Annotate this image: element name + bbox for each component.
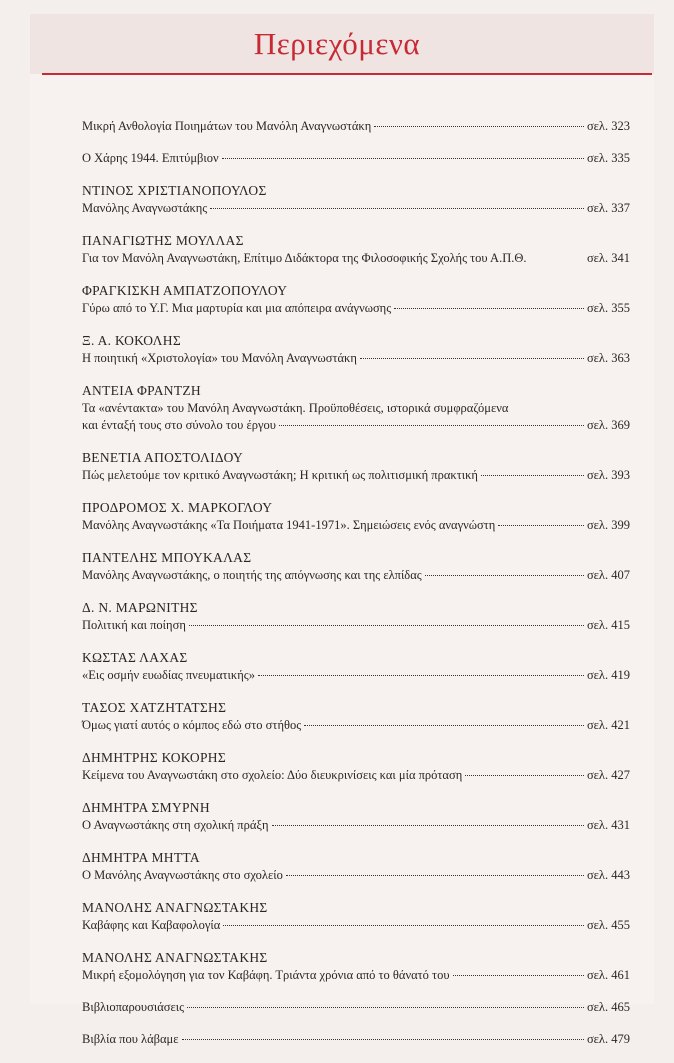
toc-title: Η ποιητική «Χριστολογία» του Μανόλη Αναγνωστάκη xyxy=(82,351,357,365)
page-number: σελ. 341 xyxy=(586,251,630,265)
toc-title: Καβάφης και Καβαφολογία xyxy=(82,918,221,932)
dot-leader xyxy=(279,425,584,426)
page-number: σελ. 323 xyxy=(586,119,630,133)
toc-entry xyxy=(82,749,630,784)
toc-entry xyxy=(82,849,630,884)
toc-entry xyxy=(82,699,630,734)
dot-leader xyxy=(453,975,584,976)
toc-entry xyxy=(82,182,630,217)
page-number: σελ. 369 xyxy=(586,418,630,432)
toc-line xyxy=(82,567,630,584)
toc-line xyxy=(82,350,630,367)
toc-entry xyxy=(82,949,630,984)
toc-title: Όμως γιατί αυτός ο κόμπος εδώ στο στήθος xyxy=(82,718,302,732)
toc-title: Μικρή εξομολόγηση για τον Καβάφη. Τριάντα χρόνια από το θάνατό του xyxy=(82,968,450,982)
toc-line xyxy=(82,200,630,217)
dot-leader xyxy=(481,475,584,476)
toc-entry xyxy=(82,499,630,534)
toc-title: Τα «ανέντακτα» του Μανόλη Αναγνωστάκη. Προϋποθέσεις, ιστορικά συμφραζόμενα xyxy=(82,401,509,415)
toc-author: ΝΤΙΝΟΣ ΧΡΙΣΤΙΑΝΟΠΟΥΛΟΣ xyxy=(82,183,267,198)
toc-entry xyxy=(82,1031,630,1048)
dot-leader xyxy=(498,525,584,526)
dot-leader xyxy=(187,1007,584,1008)
toc-line xyxy=(82,517,630,534)
toc-title: Μικρή Ανθολογία Ποιημάτων του Μανόλη Αναγνωστάκη xyxy=(82,119,372,133)
toc-title: Ο Μανόλης Αναγνωστάκης στο σχολείο xyxy=(82,868,283,882)
toc-author: Ξ. Α. ΚΟΚΟΛΗΣ xyxy=(82,333,181,348)
toc-line xyxy=(82,667,630,684)
toc-title: Μανόλης Αναγνωστάκης, ο ποιητής της απόγνωσης και της ελπίδας xyxy=(82,568,422,582)
page-number: σελ. 443 xyxy=(586,868,630,882)
toc-title: Πώς μελετούμε τον κριτικό Αναγνωστάκη; Η κριτική ως πολιτισμική πρακτική xyxy=(82,468,478,482)
page-number: σελ. 479 xyxy=(586,1032,630,1046)
toc-author: ΑΝΤΕΙΑ ΦΡΑΝΤΖΗ xyxy=(82,383,201,398)
toc-author: Δ. Ν. ΜΑΡΩΝΙΤΗΣ xyxy=(82,600,198,615)
dot-leader xyxy=(223,925,584,926)
toc-line xyxy=(82,300,630,317)
toc-line xyxy=(82,417,630,434)
toc-title: Ο Αναγνωστάκης στη σχολική πράξη xyxy=(82,818,269,832)
toc-line xyxy=(82,467,630,484)
toc-line xyxy=(82,250,630,267)
toc-author: ΜΑΝΟΛΗΣ ΑΝΑΓΝΩΣΤΑΚΗΣ xyxy=(82,900,268,915)
toc-title: «Εις οσμήν ευωδίας πνευματικής» xyxy=(82,668,255,682)
table-of-contents xyxy=(82,118,630,1063)
toc-title: Βιβλία που λάβαμε xyxy=(82,1032,179,1046)
toc-entry xyxy=(82,999,630,1016)
toc-line xyxy=(82,1031,630,1048)
page-number: σελ. 455 xyxy=(586,918,630,932)
toc-author: ΦΡΑΓΚΙΣΚΗ ΑΜΠΑΤΖΟΠΟΥΛΟΥ xyxy=(82,283,288,298)
toc-line xyxy=(82,867,630,884)
toc-entry xyxy=(82,150,630,167)
page-number: σελ. 431 xyxy=(586,818,630,832)
toc-line xyxy=(82,617,630,634)
dot-leader xyxy=(189,625,584,626)
toc-entry xyxy=(82,449,630,484)
page-number: σελ. 399 xyxy=(586,518,630,532)
toc-title: και ένταξή τους στο σύνολο του έργου xyxy=(82,418,276,432)
page-title: Περιεχόμενα xyxy=(253,26,421,61)
title-rule xyxy=(42,73,652,75)
dot-leader xyxy=(425,575,584,576)
toc-entry xyxy=(82,649,630,684)
toc-entry xyxy=(82,282,630,317)
toc-title: Μανόλης Αναγνωστάκης «Τα Ποιήματα 1941-1971». Σημειώσεις ενός αναγνώστη xyxy=(82,518,496,532)
page-number: σελ. 407 xyxy=(586,568,630,582)
page-number: σελ. 465 xyxy=(586,1000,630,1014)
toc-line xyxy=(82,999,630,1016)
page-number: σελ. 393 xyxy=(586,468,630,482)
dot-leader xyxy=(360,358,584,359)
page-number: σελ. 461 xyxy=(586,968,630,982)
toc-line xyxy=(82,118,630,135)
page-number: σελ. 335 xyxy=(586,151,630,165)
toc-entry xyxy=(82,232,630,267)
toc-author: ΒΕΝΕΤΙΑ ΑΠΟΣΤΟΛΙΔΟΥ xyxy=(82,450,244,465)
dot-leader xyxy=(465,775,584,776)
page-number: σελ. 355 xyxy=(586,301,630,315)
dot-leader xyxy=(394,308,584,309)
toc-entry xyxy=(82,599,630,634)
toc-entry xyxy=(82,332,630,367)
toc-title: Βιβλιοπαρουσιάσεις xyxy=(82,1000,185,1014)
toc-entry xyxy=(82,382,630,434)
toc-title: Για τον Μανόλη Αναγνωστάκη, Επίτιμο Διδάκτορα της Φιλοσοφικής Σχολής του Α.Π.Θ. xyxy=(82,251,527,265)
toc-author: ΔΗΜΗΤΡΗΣ ΚΟΚΟΡΗΣ xyxy=(82,750,226,765)
dot-leader xyxy=(286,875,584,876)
toc-entry xyxy=(82,799,630,834)
page-number: σελ. 427 xyxy=(586,768,630,782)
toc-line xyxy=(82,150,630,167)
toc-title: Γύρω από το Υ.Γ. Μια μαρτυρία και μια απόπειρα ανάγνωσης xyxy=(82,301,392,315)
dot-leader xyxy=(304,725,584,726)
toc-author: ΠΑΝΤΕΛΗΣ ΜΠΟΥΚΑΛΑΣ xyxy=(82,550,252,565)
toc-line xyxy=(82,817,630,834)
dot-leader xyxy=(272,825,584,826)
toc-author: ΜΑΝΟΛΗΣ ΑΝΑΓΝΩΣΤΑΚΗΣ xyxy=(82,950,268,965)
toc-title: Μανόλης Αναγνωστάκης xyxy=(82,201,208,215)
dot-leader xyxy=(222,158,584,159)
toc-entry xyxy=(82,549,630,584)
toc-line xyxy=(82,400,630,417)
page-number: σελ. 363 xyxy=(586,351,630,365)
toc-entry xyxy=(82,899,630,934)
toc-line xyxy=(82,917,630,934)
toc-line xyxy=(82,717,630,734)
toc-line xyxy=(82,967,630,984)
toc-author: ΚΩΣΤΑΣ ΛΑΧΑΣ xyxy=(82,650,188,665)
toc-author: ΔΗΜΗΤΡΑ ΣΜΥΡΝΗ xyxy=(82,800,210,815)
dot-leader xyxy=(258,675,584,676)
page-number: σελ. 415 xyxy=(586,618,630,632)
toc-author: ΤΑΣΟΣ ΧΑΤΖΗΤΑΤΣΗΣ xyxy=(82,700,227,715)
toc-author: ΔΗΜΗΤΡΑ ΜΗΤΤΑ xyxy=(82,850,200,865)
toc-title: Πολιτική και ποίηση xyxy=(82,618,186,632)
page-number: σελ. 337 xyxy=(586,201,630,215)
page-number: σελ. 419 xyxy=(586,668,630,682)
toc-line xyxy=(82,767,630,784)
toc-title: Κείμενα του Αναγνωστάκη στο σχολείο: Δύο διευκρινίσεις και μία πρόταση xyxy=(82,768,463,782)
toc-title: Ο Χάρης 1944. Επιτύμβιον xyxy=(82,151,219,165)
dot-leader xyxy=(374,126,584,127)
dot-leader xyxy=(182,1039,584,1040)
toc-author: ΠΡΟΔΡΟΜΟΣ Χ. ΜΑΡΚΟΓΛΟΥ xyxy=(82,500,273,515)
toc-entry xyxy=(82,118,630,135)
toc-author: ΠΑΝΑΓΙΩΤΗΣ ΜΟΥΛΛΑΣ xyxy=(82,233,244,248)
dot-leader xyxy=(210,208,584,209)
page-number: σελ. 421 xyxy=(586,718,630,732)
